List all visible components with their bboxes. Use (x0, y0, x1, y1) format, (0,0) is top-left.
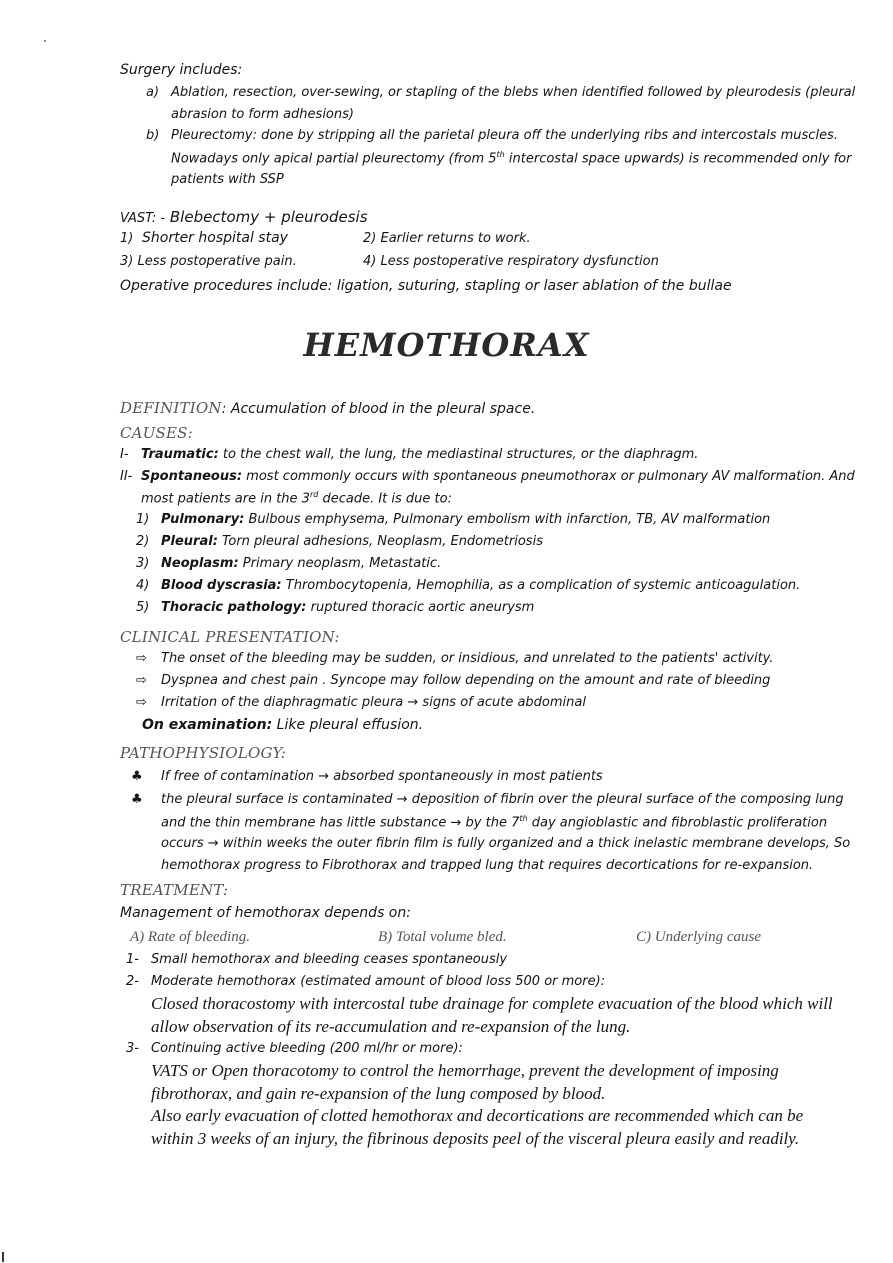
treatment-mgmt: Management of hemothorax depends on: (120, 905, 411, 921)
arrow-outline-icon: ⇨ (136, 695, 147, 710)
vast-title: Blebectomy + pleurodesis (165, 208, 368, 226)
superscript: th (519, 814, 528, 823)
list-num: 5) (136, 600, 150, 615)
list-num: 1) (136, 512, 150, 527)
treatment-item1-num: 1- (126, 952, 139, 967)
page-title: HEMOTHORAX (303, 326, 590, 364)
list-bold: Thoracic pathology: (161, 600, 307, 615)
list-text: Thrombocytopenia, Hemophilia, as a complication of systemic anticoagulation. (281, 578, 801, 593)
vast-item3: 3) Less postoperative pain. (120, 254, 297, 269)
clinical-bullet-text: Dyspnea and chest pain . Syncope may follow depending on the amount and rate of bleeding (161, 673, 771, 688)
clinical-bullet (136, 651, 774, 666)
vast-item4: 4) Less postoperative respiratory dysfunction (363, 254, 659, 269)
clinical-heading: CLINICAL PRESENTATION: (120, 628, 340, 646)
treatment-factor-a: A) Rate of bleeding. (130, 929, 250, 945)
list-item (136, 600, 534, 615)
clinical-bullet (136, 695, 586, 710)
vast-line (120, 207, 368, 226)
surgery-heading: Surgery includes: (120, 62, 243, 78)
causes-ii-line2-post: decade. It is due to: (318, 491, 452, 507)
causes-heading: CAUSES: (120, 424, 193, 442)
patho-bullet2-line3: occurs → within weeks the outer fibrin film is fully organized and a thick inelastic membrane develops, So (161, 836, 851, 851)
vast-item1-num: 1) (120, 231, 134, 246)
list-item (136, 578, 800, 593)
clinical-bullet-text: The onset of the bleeding may be sudden, or insidious, and unrelated to the patients' activity. (161, 651, 774, 666)
treatment-item3-detail-l3: Also early evacuation of clotted hemothorax and decortications are recommended which can be (151, 1106, 804, 1125)
surgery-a-line2: abrasion to form adhesions) (171, 107, 354, 122)
causes-ii-label: II- (120, 469, 133, 484)
surgery-label-a: a) (146, 85, 160, 100)
patho-bullet2-line2 (161, 814, 827, 830)
surgery-b-line1: Pleurectomy: done by stripping all the parietal pleura off the underlying ribs and intercostals muscles. (171, 128, 838, 143)
definition-line (120, 398, 535, 417)
patho-bullet2-line4: hemothorax progress to Fibrothorax and trapped lung that requires decortications for re-expansion. (161, 858, 814, 873)
treatment-item3: Continuing active bleeding (200 ml/hr or more): (151, 1041, 463, 1056)
definition-label: DEFINITION (120, 399, 222, 417)
treatment-item3-detail-l1: VATS or Open thoracotomy to control the hemorrhage, prevent the development of imposing (151, 1061, 779, 1080)
superscript: rd (309, 490, 319, 499)
causes-ii-text: most commonly occurs with spontaneous pneumothorax or pulmonary AV malformation. And (242, 469, 855, 484)
vast-label: VAST: - (120, 211, 166, 226)
causes-ii-line (141, 469, 855, 484)
patho-bullet2-l1: the pleural surface is contaminated → deposition of fibrin over the pleural surface of the composing lung (161, 792, 844, 807)
vast-item1: Shorter hospital stay (142, 230, 288, 246)
clinical-bullet (136, 673, 770, 688)
surgery-b-line2-post: intercostal space upwards) is recommended only for (504, 151, 852, 167)
causes-ii-line2 (141, 490, 452, 506)
treatment-item2: Moderate hemothorax (estimated amount of blood loss 500 or more): (151, 974, 606, 989)
list-item (136, 512, 770, 527)
causes-i-label: I- (120, 447, 129, 462)
clinical-exam (142, 717, 423, 733)
treatment-factor-c: C) Underlying cause (636, 929, 761, 945)
patho-bullet2-l2-post: day angioblastic and fibroblastic proliferation (527, 815, 828, 831)
treatment-item2-detail-l2: allow observation of its re-accumulation and re-expansion of the lung. (151, 1017, 631, 1036)
treatment-item3-detail-l2: fibrothorax, and gain re-expansion of the lung composed by blood. (151, 1084, 606, 1103)
treatment-heading: TREATMENT: (120, 881, 229, 899)
list-num: 3) (136, 556, 150, 571)
surgery-a-line1: Ablation, resection, over-sewing, or stapling of the blebs when identified followed by pleurodesis (pleural (171, 85, 856, 100)
club-icon: ♣ (131, 769, 143, 784)
surgery-b-line3: patients with SSP (171, 172, 284, 187)
patho-bullet1-text: If free of contamination → absorbed spontaneously in most patients (161, 769, 603, 784)
list-num: 4) (136, 578, 150, 593)
list-text: ruptured thoracic aortic aneurysm (306, 600, 535, 615)
list-text: Primary neoplasm, Metastatic. (238, 556, 442, 571)
vast-operative: Operative procedures include: ligation, suturing, stapling or laser ablation of the bullae (120, 278, 732, 294)
clinical-exam-label: On examination: (142, 717, 273, 733)
list-bold: Pulmonary: (161, 512, 245, 527)
list-text: Torn pleural adhesions, Neoplasm, Endometriosis (217, 534, 543, 549)
arrow-outline-icon: ⇨ (136, 673, 147, 688)
surgery-label-b: b) (146, 128, 160, 143)
clinical-bullet-text: Irritation of the diaphragmatic pleura → signs of acute abdominal (161, 695, 586, 710)
treatment-item3-num: 3- (126, 1041, 139, 1056)
list-num: 2) (136, 534, 150, 549)
causes-i-text: to the chest wall, the lung, the mediastinal structures, or the diaphragm. (218, 447, 699, 462)
treatment-item1: Small hemothorax and bleeding ceases spontaneously (151, 952, 508, 967)
causes-i-bold: Traumatic: (141, 447, 219, 462)
causes-ii-bold: Spontaneous: (141, 469, 243, 484)
list-bold: Pleural: (161, 534, 218, 549)
scan-speck (2, 1252, 4, 1262)
surgery-b-line2-pre: Nowadays only apical partial pleurectomy (from 5 (171, 151, 497, 167)
surgery-b-line2 (171, 150, 851, 166)
superscript: th (496, 150, 505, 159)
causes-ii-line2-pre: most patients are in the 3 (141, 491, 310, 507)
vast-item2: 2) Earlier returns to work. (363, 231, 531, 246)
list-text: Bulbous emphysema, Pulmonary embolism with infarction, TB, AV malformation (244, 512, 771, 527)
list-bold: Blood dyscrasia: (161, 578, 282, 593)
treatment-item2-num: 2- (126, 974, 139, 989)
treatment-item2-detail-l1: Closed thoracostomy with intercostal tube drainage for complete evacuation of the blood which will (151, 994, 833, 1013)
patho-bullet2 (131, 792, 844, 807)
scan-speck (44, 40, 46, 42)
arrow-outline-icon: ⇨ (136, 651, 147, 666)
clinical-exam-text: Like pleural effusion. (272, 717, 424, 733)
treatment-factor-b: B) Total volume bled. (378, 929, 507, 945)
causes-i-line (141, 447, 698, 462)
patho-bullet2-l2-pre: and the thin membrane has little substance → by the 7 (161, 815, 520, 831)
patho-heading: PATHOPHYSIOLOGY: (120, 744, 286, 762)
definition-text: : Accumulation of blood in the pleural space. (221, 401, 536, 417)
club-icon: ♣ (131, 792, 143, 807)
treatment-item3-detail-l4: within 3 weeks of an injury, the fibrinous deposits peel of the visceral pleura easily and readily. (151, 1129, 800, 1148)
patho-bullet1 (131, 769, 603, 784)
list-bold: Neoplasm: (161, 556, 239, 571)
list-item (136, 556, 441, 571)
list-item (136, 534, 543, 549)
